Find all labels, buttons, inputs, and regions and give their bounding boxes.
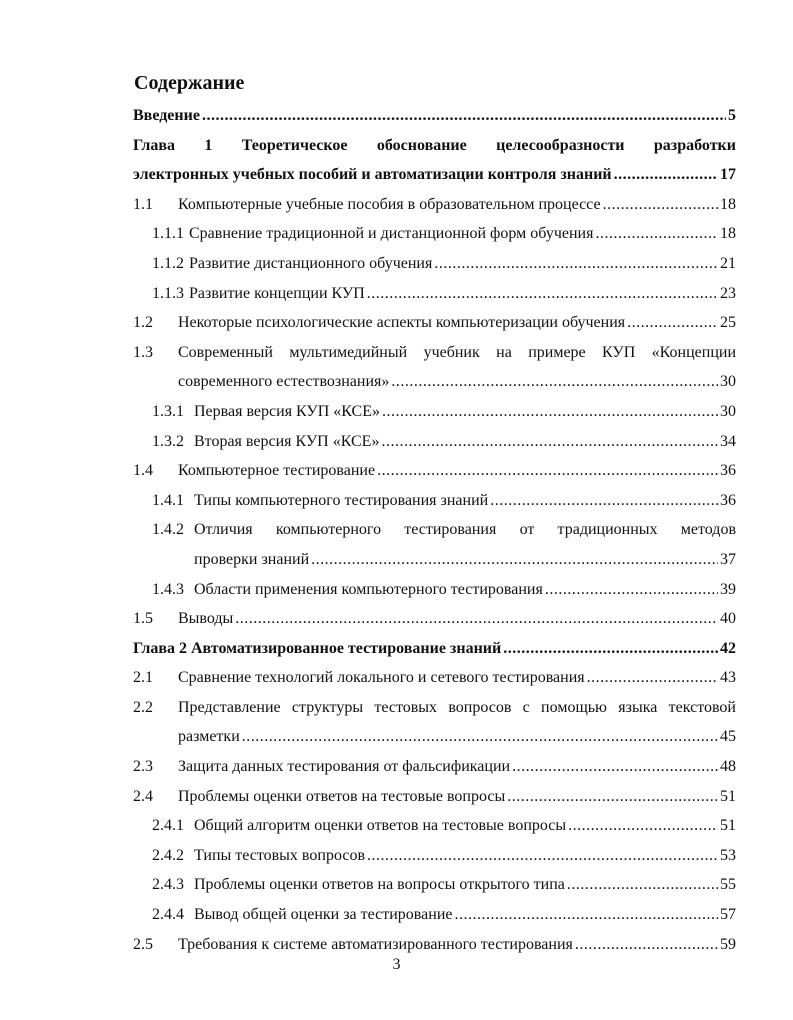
toc-entry-line[interactable] <box>133 397 736 427</box>
entry-number: 2.1 <box>133 669 153 687</box>
entry-page: 53 <box>720 846 736 864</box>
toc-entry-line[interactable] <box>133 456 736 486</box>
entry-page: 17 <box>720 166 736 184</box>
entry-page: 23 <box>720 284 736 302</box>
dot-leader <box>545 575 718 605</box>
toc-entry-line[interactable] <box>133 427 736 457</box>
toc-entry-line[interactable] <box>133 131 736 161</box>
entry-number: 1.5 <box>133 610 153 628</box>
toc-entry-line[interactable] <box>133 811 736 841</box>
entry-title: Отличия компьютерного тестирования от традиционных методов <box>194 521 736 539</box>
entry-title: Глава 2 Автоматизированное тестирование знаний <box>133 639 502 657</box>
toc-entry-line[interactable] <box>133 663 736 693</box>
toc-entry-line[interactable] <box>133 841 736 871</box>
dot-leader <box>503 634 718 664</box>
entry-title: Компьютерное тестирование <box>178 462 376 480</box>
entry-number: 1.3 <box>133 343 153 361</box>
entry-title: электронных учебных пособий и автоматизации контроля знаний <box>133 166 612 184</box>
entry-page: 42 <box>720 639 736 657</box>
entry-number: 2.4.1 <box>152 817 184 835</box>
entry-page: 43 <box>720 669 736 687</box>
entry-page: 59 <box>720 935 736 953</box>
dot-leader <box>381 427 718 457</box>
toc-entry-line[interactable] <box>133 486 736 516</box>
dot-leader <box>235 604 718 634</box>
entry-page: 51 <box>720 787 736 805</box>
entry-title: Защита данных тестирования от фальсификации <box>178 758 511 776</box>
toc-entry-line[interactable] <box>133 604 736 634</box>
dot-leader <box>367 279 718 309</box>
page-title: Содержание <box>134 72 245 94</box>
entry-page: 34 <box>720 432 736 450</box>
entry-title: Общий алгоритм оценки ответов на тестовые вопросы <box>194 817 567 835</box>
dot-leader <box>568 811 718 841</box>
toc-entry-line[interactable] <box>133 900 736 930</box>
toc-entry-line[interactable] <box>133 693 736 723</box>
entry-title: Области применения компьютерного тестирования <box>194 580 543 598</box>
entry-title: Первая версия КУП «КСЕ» <box>194 402 380 420</box>
toc-entry-line[interactable] <box>133 367 736 397</box>
toc-entry-line[interactable] <box>133 870 736 900</box>
entry-title: Некоторые психологические аспекты компьютеризации обучения <box>178 314 626 332</box>
entry-number: 1.4.1 <box>152 491 184 509</box>
toc-entry-line[interactable] <box>133 545 736 575</box>
dot-leader <box>512 752 718 782</box>
entry-title: Компьютерные учебные пособия в образовательном процессе <box>178 195 601 213</box>
dot-leader <box>454 900 718 930</box>
entry-title: Типы тестовых вопросов <box>194 846 365 864</box>
dot-leader <box>311 545 718 575</box>
entry-number: 1.1.1 <box>152 225 184 243</box>
entry-page: 30 <box>720 373 736 391</box>
entry-title: Современный мультимедийный учебник на примере КУП «Концепции <box>178 343 736 361</box>
entry-page: 51 <box>720 817 736 835</box>
entry-page: 39 <box>720 580 736 598</box>
entry-page: 40 <box>720 610 736 628</box>
entry-page: 5 <box>728 107 736 124</box>
dot-leader <box>367 841 718 871</box>
dot-leader <box>575 930 718 960</box>
toc-entry-line[interactable] <box>133 190 736 220</box>
entry-title: Развитие концепции КУП <box>189 284 365 302</box>
entry-page: 48 <box>720 758 736 776</box>
dot-leader <box>490 486 718 516</box>
dot-leader <box>627 308 718 338</box>
dot-leader <box>595 219 718 249</box>
dot-leader <box>434 249 718 279</box>
entry-page: 55 <box>720 876 736 894</box>
dot-leader <box>242 722 718 752</box>
entry-page: 37 <box>720 550 736 568</box>
entry-number: 2.4.2 <box>152 846 184 864</box>
dot-leader <box>391 367 718 397</box>
toc-entry-line[interactable] <box>133 782 736 812</box>
toc-entry-line[interactable] <box>133 338 736 368</box>
entry-title: Типы компьютерного тестирования знаний <box>194 491 489 509</box>
toc-entry-line[interactable] <box>133 101 736 131</box>
toc-entry-line[interactable] <box>133 249 736 279</box>
entry-title: Сравнение технологий локального и сетевого тестирования <box>178 669 585 687</box>
toc-entry-line[interactable] <box>133 219 736 249</box>
page-number: 3 <box>392 956 401 973</box>
toc-entry-line[interactable] <box>133 575 736 605</box>
dot-leader <box>567 870 718 900</box>
entry-title: разметки <box>178 728 240 746</box>
entry-number: 1.1.3 <box>152 284 184 302</box>
entry-title: Введение <box>133 107 200 124</box>
table-of-contents <box>133 101 736 959</box>
toc-entry-line[interactable] <box>133 308 736 338</box>
entry-number: 1.4 <box>133 462 153 480</box>
entry-number: 1.3.1 <box>152 402 184 420</box>
entry-number: 2.2 <box>133 698 153 716</box>
entry-title: Проблемы оценки ответов на вопросы открытого типа <box>194 876 565 894</box>
dot-leader <box>614 160 718 190</box>
toc-entry-line[interactable] <box>133 752 736 782</box>
entry-page: 57 <box>720 906 736 924</box>
toc-entry-line[interactable] <box>133 160 736 190</box>
entry-number: 1.3.2 <box>152 432 184 450</box>
entry-title: Вторая версия КУП «КСЕ» <box>194 432 380 450</box>
entry-number: 2.3 <box>133 758 153 776</box>
dot-leader <box>603 190 718 220</box>
entry-title: Глава 1 Теоретическое обоснование целесообразности разработки <box>133 136 736 154</box>
entry-number: 2.4 <box>133 787 153 805</box>
entry-number: 1.1.2 <box>152 254 184 272</box>
entry-page: 18 <box>720 225 736 243</box>
entry-number: 1.4.2 <box>152 521 184 539</box>
entry-page: 21 <box>720 254 736 272</box>
dot-leader <box>202 101 726 131</box>
entry-title: Представление структуры тестовых вопросов с помощью языка текстовой <box>178 698 736 716</box>
toc-entry-line[interactable] <box>133 515 736 545</box>
entry-number: 1.2 <box>133 314 153 332</box>
toc-entry-line[interactable] <box>133 930 736 960</box>
dot-leader <box>507 782 718 812</box>
entry-title: Сравнение традиционной и дистанционной форм обучения <box>189 225 594 243</box>
entry-title: Развитие дистанционного обучения <box>189 254 433 272</box>
entry-page: 36 <box>720 462 736 480</box>
dot-leader <box>587 663 718 693</box>
entry-title: Вывод общей оценки за тестирование <box>194 906 453 924</box>
entry-title: Выводы <box>178 610 234 628</box>
entry-page: 25 <box>720 314 736 332</box>
dot-leader <box>382 397 718 427</box>
entry-number: 1.1 <box>133 195 153 213</box>
entry-title: Требования к системе автоматизированного тестирования <box>178 935 573 953</box>
entry-page: 45 <box>720 728 736 746</box>
toc-entry-line[interactable] <box>133 279 736 309</box>
entry-number: 2.4.3 <box>152 876 184 894</box>
entry-title: современного естествознания» <box>178 373 390 391</box>
entry-number: 1.4.3 <box>152 580 184 598</box>
entry-title: проверки знаний <box>194 550 310 568</box>
entry-page: 36 <box>720 491 736 509</box>
entry-number: 2.4.4 <box>152 906 184 924</box>
dot-leader <box>377 456 718 486</box>
entry-page: 30 <box>720 402 736 420</box>
toc-entry-line[interactable] <box>133 722 736 752</box>
entry-title: Проблемы оценки ответов на тестовые вопросы <box>178 787 506 805</box>
toc-entry-line[interactable] <box>133 634 736 664</box>
entry-page: 18 <box>720 195 736 213</box>
entry-number: 2.5 <box>133 935 153 953</box>
